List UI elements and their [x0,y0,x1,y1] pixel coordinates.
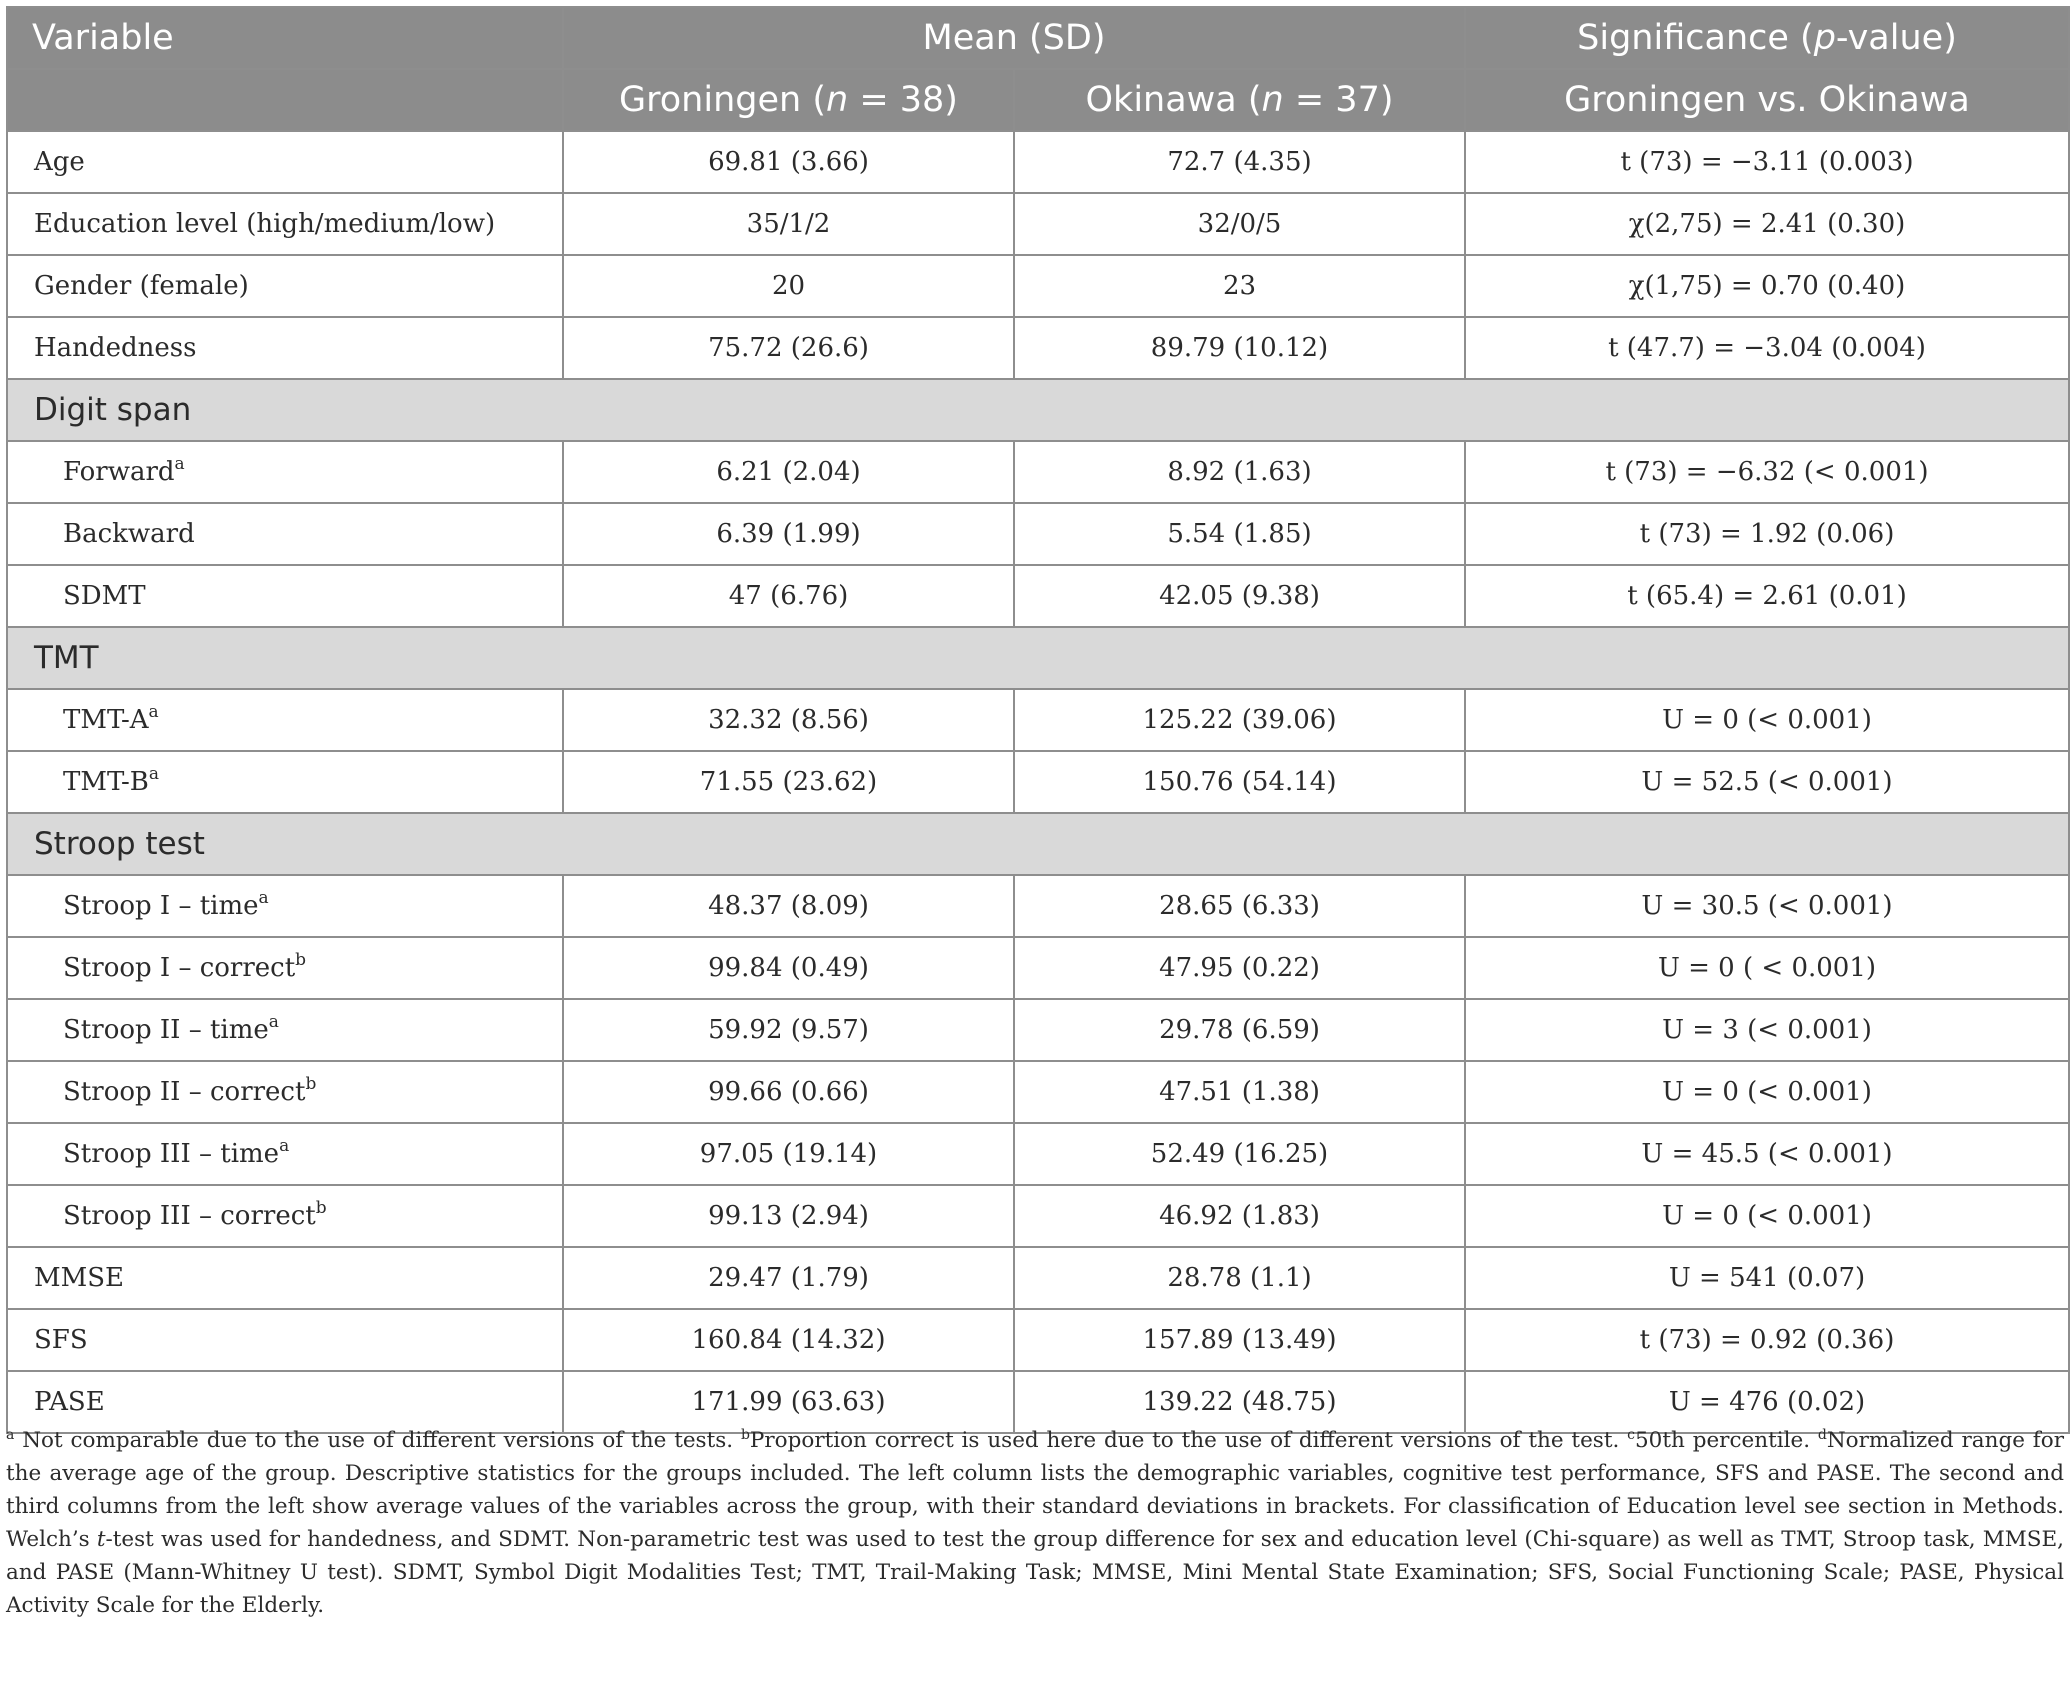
footnote-marker: b [315,1198,327,1218]
header-row-bottom [7,69,2069,131]
row-label [7,1123,563,1185]
row-label [7,751,563,813]
footnote-marker-d: d [1817,1427,1827,1443]
groningen-value: 6.39 (1.99) [563,503,1014,565]
row-label [7,875,563,937]
groningen-value: 47 (6.76) [563,565,1014,627]
table-row [7,1123,2069,1185]
footnote-marker: a [279,1136,290,1156]
groningen-value: 99.13 (2.94) [563,1185,1014,1247]
footnote-text-e: -test was used for handedness, and SDMT. Non-parametric test was used to test the group difference for sex and education level (Chi-square) as well as TMT, Stroop task, MMSE, and PASE (Mann-Whitney U test). SDMT, Symbol Digit Modalities Test; TMT, Trail-Making Task; MMSE, Mini Mental State Examination; SFS, Social Functioning Scale; PASE, Physical Activity Scale for the Elderly. [6,1527,2064,1618]
footnote-marker-b: b [740,1427,750,1443]
row-label: Backward [7,503,563,565]
okinawa-value: 5.54 (1.85) [1014,503,1465,565]
row-label [7,999,563,1061]
okinawa-value: 125.22 (39.06) [1014,689,1465,751]
significance-value: U = 476 (0.02) [1465,1371,2069,1433]
significance-value: U = 3 (< 0.001) [1465,999,2069,1061]
significance-value: χ(1,75) = 0.70 (0.40) [1465,255,2069,317]
header-mean-sd: Mean (SD) [563,7,1465,69]
header-comparison: Groningen vs. Okinawa [1465,69,2069,131]
okinawa-value: 89.79 (10.12) [1014,317,1465,379]
section-row-stroop [7,813,2069,875]
footnote-marker: b [305,1074,317,1094]
row-label-text: Stroop II – correct [63,1077,306,1107]
table-row [7,1061,2069,1123]
row-label-text: TMT-A [63,705,149,735]
table-row [7,255,2069,317]
significance-value: t (73) = 1.92 (0.06) [1465,503,2069,565]
footnote-text-a: Not comparable due to the use of different versions of the tests. [14,1428,741,1453]
footnote-marker-c: c [1627,1427,1635,1443]
groningen-value: 160.84 (14.32) [563,1309,1014,1371]
table-row [7,689,2069,751]
table-row [7,503,2069,565]
okinawa-value: 47.95 (0.22) [1014,937,1465,999]
groningen-value: 32.32 (8.56) [563,689,1014,751]
row-label: Age [7,131,563,193]
okinawa-value: 47.51 (1.38) [1014,1061,1465,1123]
significance-value: χ(2,75) = 2.41 (0.30) [1465,193,2069,255]
row-label: SDMT [7,565,563,627]
groningen-value: 48.37 (8.09) [563,875,1014,937]
significance-value: U = 52.5 (< 0.001) [1465,751,2069,813]
table-row [7,193,2069,255]
okinawa-value: 139.22 (48.75) [1014,1371,1465,1433]
groningen-value: 99.84 (0.49) [563,937,1014,999]
section-row-digit-span [7,379,2069,441]
okinawa-value: 28.78 (1.1) [1014,1247,1465,1309]
header-okinawa [1014,69,1465,131]
table-row [7,937,2069,999]
footnote-text-d: Normalized range for the average age of the group. Descriptive statistics for the groups included. The left column lists the demographic variables, cognitive test performance, SFS and PASE. The second and third columns from the left show average values of the variables across the group, with their standard deviations in brackets. For classification of Education level see section in Methods. Welch’s [6,1428,2064,1552]
table-body [7,131,2069,1433]
groningen-value: 71.55 (23.62) [563,751,1014,813]
row-label-text: Stroop I – time [63,891,259,921]
descriptive-statistics-table [6,6,2070,1434]
header-significance-post: -value) [1835,18,1957,58]
header-empty-cell [7,69,563,131]
significance-value: U = 541 (0.07) [1465,1247,2069,1309]
table-row [7,1247,2069,1309]
significance-value: U = 0 (< 0.001) [1465,1185,2069,1247]
significance-value: U = 0 (< 0.001) [1465,689,2069,751]
table-row [7,317,2069,379]
significance-value: U = 30.5 (< 0.001) [1465,875,2069,937]
table-header [7,7,2069,131]
header-groningen-pre: Groningen ( [619,80,826,120]
groningen-value: 99.66 (0.66) [563,1061,1014,1123]
okinawa-value: 46.92 (1.83) [1014,1185,1465,1247]
groningen-value: 29.47 (1.79) [563,1247,1014,1309]
significance-value: t (73) = −3.11 (0.003) [1465,131,2069,193]
row-label [7,441,563,503]
header-groningen-post: = 38) [848,80,958,120]
footnote-marker: b [295,950,307,970]
table-row [7,1185,2069,1247]
groningen-value: 171.99 (63.63) [563,1371,1014,1433]
row-label: Handedness [7,317,563,379]
groningen-value: 35/1/2 [563,193,1014,255]
okinawa-value: 29.78 (6.59) [1014,999,1465,1061]
row-label: PASE [7,1371,563,1433]
row-label-text: Stroop I – correct [63,953,296,983]
significance-value: U = 0 (< 0.001) [1465,1061,2069,1123]
section-row-tmt [7,627,2069,689]
significance-value: t (47.7) = −3.04 (0.004) [1465,317,2069,379]
header-significance [1465,7,2069,69]
header-okinawa-n: n [1261,80,1284,120]
footnote-marker: a [268,1012,279,1032]
table-row [7,565,2069,627]
header-okinawa-pre: Okinawa ( [1085,80,1262,120]
table-footnote [6,1424,2064,1622]
footnote-text-b: Proportion correct is used here due to the use of different versions of the test. [749,1428,1628,1453]
okinawa-value: 150.76 (54.14) [1014,751,1465,813]
row-label: Gender (female) [7,255,563,317]
section-title: TMT [7,627,2069,689]
groningen-value: 97.05 (19.14) [563,1123,1014,1185]
okinawa-value: 72.7 (4.35) [1014,131,1465,193]
okinawa-value: 28.65 (6.33) [1014,875,1465,937]
section-title: Stroop test [7,813,2069,875]
footnote-marker: a [148,702,159,722]
header-variable: Variable [7,7,563,69]
header-significance-pre: Significance ( [1577,18,1814,58]
section-title: Digit span [7,379,2069,441]
groningen-value: 6.21 (2.04) [563,441,1014,503]
groningen-value: 75.72 (26.6) [563,317,1014,379]
okinawa-value: 23 [1014,255,1465,317]
groningen-value: 20 [563,255,1014,317]
significance-value: t (73) = 0.92 (0.36) [1465,1309,2069,1371]
table-row [7,999,2069,1061]
row-label [7,937,563,999]
significance-value: U = 0 ( < 0.001) [1465,937,2069,999]
header-okinawa-post: = 37) [1283,80,1394,120]
header-groningen-n: n [826,80,849,120]
footnote-marker: a [258,888,269,908]
significance-value: t (73) = −6.32 (< 0.001) [1465,441,2069,503]
header-significance-p: p [1813,18,1836,58]
header-groningen [563,69,1014,131]
row-label: SFS [7,1309,563,1371]
header-row-top [7,7,2069,69]
groningen-value: 59.92 (9.57) [563,999,1014,1061]
significance-value: U = 45.5 (< 0.001) [1465,1123,2069,1185]
table-row [7,751,2069,813]
significance-value: t (65.4) = 2.61 (0.01) [1465,565,2069,627]
table-row [7,441,2069,503]
footnote-marker-a: a [6,1427,15,1443]
row-label-text: TMT-B [63,767,149,797]
row-label [7,689,563,751]
footnote-marker: a [174,454,185,474]
row-label: Education level (high/medium/low) [7,193,563,255]
table-row [7,1309,2069,1371]
footnote-t-italic: t [96,1527,106,1552]
footnote-text-c: 50th percentile. [1635,1428,1818,1453]
okinawa-value: 32/0/5 [1014,193,1465,255]
okinawa-value: 42.05 (9.38) [1014,565,1465,627]
table-row [7,875,2069,937]
row-label-text: Stroop II – time [63,1015,269,1045]
row-label: MMSE [7,1247,563,1309]
row-label-text: Stroop III – time [63,1139,280,1169]
row-label-text: Stroop III – correct [63,1201,316,1231]
table-row [7,131,2069,193]
footnote-marker: a [148,764,159,784]
row-label [7,1185,563,1247]
okinawa-value: 52.49 (16.25) [1014,1123,1465,1185]
row-label [7,1061,563,1123]
okinawa-value: 8.92 (1.63) [1014,441,1465,503]
row-label-text: Forward [63,457,175,487]
groningen-value: 69.81 (3.66) [563,131,1014,193]
okinawa-value: 157.89 (13.49) [1014,1309,1465,1371]
